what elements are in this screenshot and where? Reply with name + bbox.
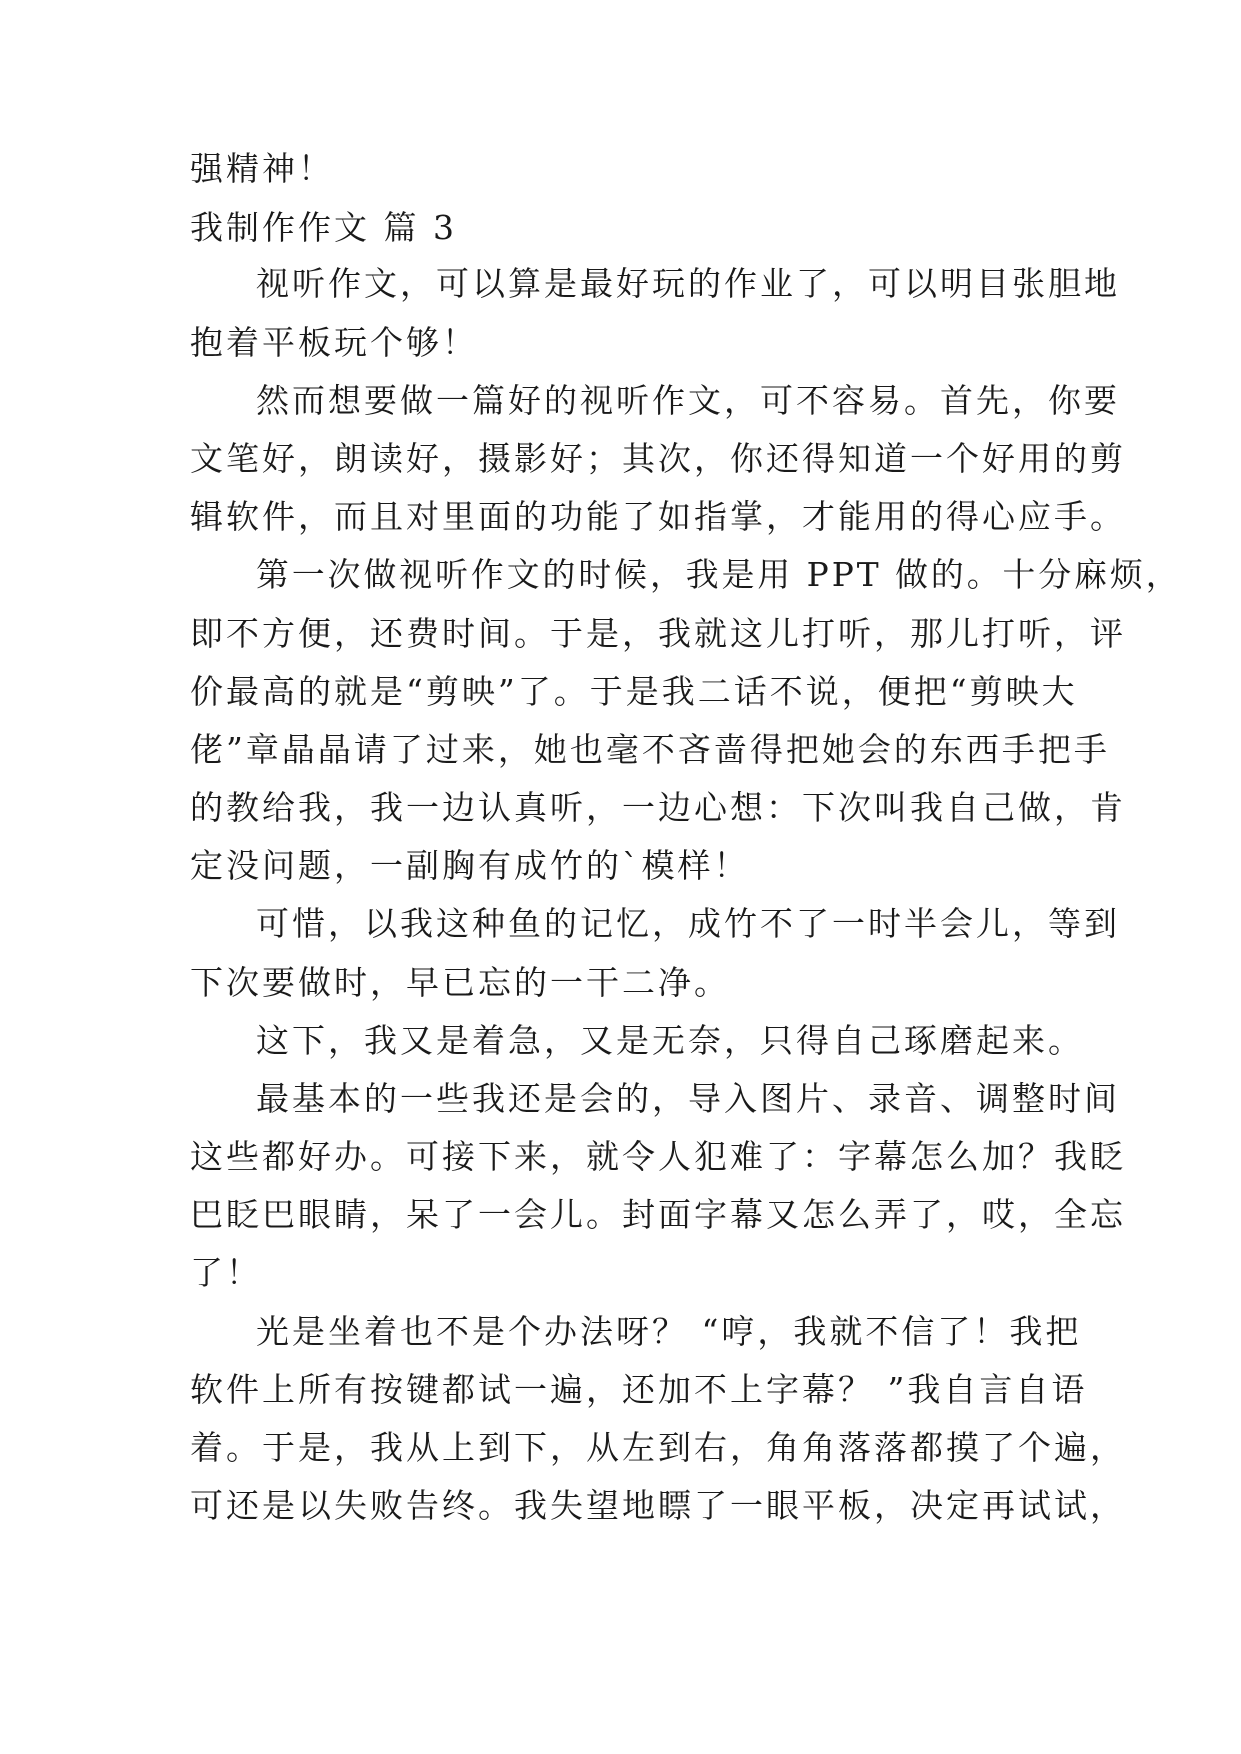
- paragraph-line: 然而想要做一篇好的视听作文，可不容易。首先，你要: [256, 381, 1120, 420]
- paragraph-line: 光是坐着也不是个办法呀？ “哼，我就不信了！我把: [256, 1312, 1082, 1351]
- paragraph-line: 第一次做视听作文的时候，我是用 PPT 做的。十分麻烦，: [256, 556, 1182, 594]
- paragraph-line: 着。于是，我从上到下，从左到右，角角落落都摸了个遍，: [190, 1428, 1126, 1467]
- paragraph-line: 抱着平板玩个够！: [190, 323, 478, 362]
- paragraph-line: 软件上所有按键都试一遍，还加不上字幕？ ”我自言自语: [190, 1370, 1088, 1409]
- paragraph-line: 下次要做时，早已忘的一干二净。: [190, 963, 730, 1002]
- paragraph-line: 可还是以失败告终。我失望地瞟了一眼平板，决定再试试，: [190, 1486, 1126, 1525]
- paragraph-line: 这下，我又是着急，又是无奈，只得自己琢磨起来。: [256, 1021, 1084, 1060]
- section-heading: 我制作作文 篇 3: [190, 208, 457, 247]
- paragraph-line: 辑软件，而且对里面的功能了如指掌，才能用的得心应手。: [190, 497, 1126, 536]
- text-line: 强精神！: [190, 149, 334, 188]
- paragraph-line: 了！: [190, 1253, 262, 1292]
- paragraph-line: 即不方便，还费时间。于是，我就这儿打听，那儿打听，评: [190, 614, 1126, 653]
- paragraph-line: 的教给我，我一边认真听，一边心想：下次叫我自己做，肯: [190, 788, 1126, 827]
- paragraph-line: 价最高的就是“剪映”了。于是我二话不说，便把“剪映大: [190, 672, 1078, 711]
- paragraph-line: 定没问题，一副胸有成竹的`模样！: [190, 846, 750, 885]
- paragraph-line: 文笔好，朗读好，摄影好；其次，你还得知道一个好用的剪: [190, 439, 1126, 478]
- paragraph-line: 巴眨巴眼睛，呆了一会儿。封面字幕又怎么弄了，哎，全忘: [190, 1195, 1126, 1234]
- paragraph-line: 最基本的一些我还是会的，导入图片、录音、调整时间: [256, 1079, 1120, 1118]
- paragraph-line: 这些都好办。可接下来，就令人犯难了：字幕怎么加？我眨: [190, 1137, 1126, 1176]
- paragraph-line: 可惜，以我这种鱼的记忆，成竹不了一时半会儿，等到: [256, 904, 1120, 943]
- paragraph-line: 视听作文，可以算是最好玩的作业了，可以明目张胆地: [256, 264, 1120, 303]
- paragraph-line: 佬”章晶晶请了过来，她也毫不吝啬得把她会的东西手把手: [190, 730, 1110, 769]
